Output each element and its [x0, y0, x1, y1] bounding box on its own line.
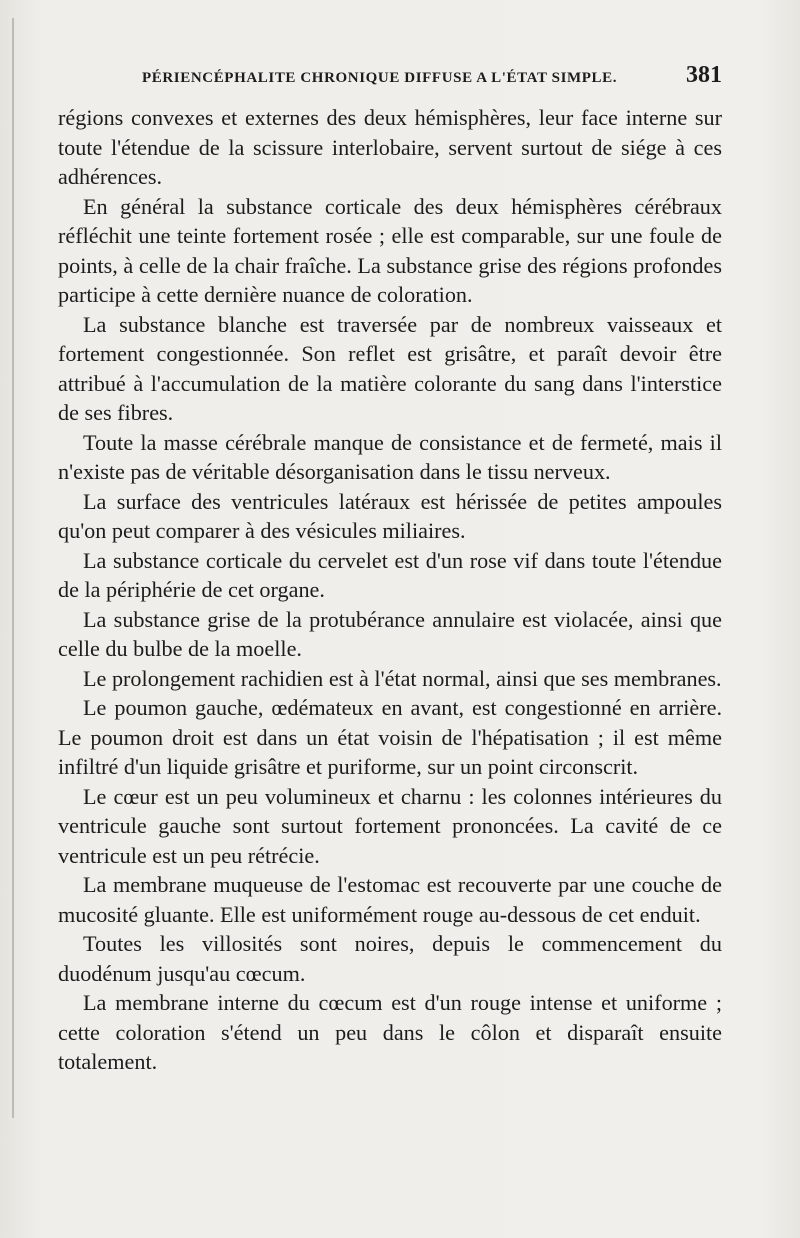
- paragraph: Le poumon gauche, œdémateux en avant, est congestionné en arrière. Le poumon droit est dans un état voisin de l'hépatisation ; il est même infiltré d'un liquide grisâtre et puriforme, sur un point circonscrit.: [58, 695, 722, 779]
- paragraph: régions convexes et externes des deux hémisphères, leur face interne sur toute l'étendue de la scissure interlobaire, servent surtout de siége à ces adhérences.: [58, 105, 722, 189]
- paragraph: Toutes les villosités sont noires, depuis le commencement du duodénum jusqu'au cœcum.: [58, 931, 722, 986]
- paragraph: La surface des ventricules latéraux est hérissée de petites ampoules qu'on peut comparer à des vésicules miliaires.: [58, 488, 722, 543]
- body-text: [58, 103, 722, 1077]
- scan-margin-line: [12, 18, 14, 1118]
- paragraph: La substance grise de la protubérance annulaire est violacée, ainsi que celle du bulbe de la moelle.: [58, 606, 722, 661]
- paragraph: Toute la masse cérébrale manque de consistance et de fermeté, mais il n'existe pas de véritable désorganisation dans le tissu nerveux.: [58, 429, 722, 484]
- running-title: PÉRIENCÉPHALITE CHRONIQUE DIFFUSE A L'ÉTAT SIMPLE.: [142, 70, 618, 86]
- page-header: [58, 62, 722, 98]
- paragraph: La membrane muqueuse de l'estomac est recouverte par une couche de mucosité gluante. Elle est uniformément rouge au-dessous de cet enduit.: [58, 872, 722, 927]
- paragraph: La substance blanche est traversée par de nombreux vaisseaux et fortement congestionnée. Son reflet est grisâtre, et paraît devoir être attribué à l'accumulation de la matière colorante du sang dans l'interstice de ses fibres.: [58, 311, 722, 425]
- paragraph: Le prolongement rachidien est à l'état normal, ainsi que ses membranes.: [83, 665, 722, 691]
- paragraph: Le cœur est un peu volumineux et charnu : les colonnes intérieures du ventricule gauche sont surtout fortement prononcées. La cavité de ce ventricule est un peu rétrécie.: [58, 783, 722, 868]
- paragraph: La membrane interne du cœcum est d'un rouge intense et uniforme ; cette coloration s'étend un peu dans le côlon et disparaît ensuite totalement.: [58, 990, 722, 1074]
- paragraph: La substance corticale du cervelet est d'un rose vif dans toute l'étendue de la périphérie de cet organe.: [58, 547, 722, 602]
- paragraph: En général la substance corticale des deux hémisphères cérébraux réfléchit une teinte fortement rosée ; elle est comparable, sur une foule de points, à celle de la chair fraîche. La substance grise des régions profondes participe à cette dernière nuance de coloration.: [58, 193, 722, 307]
- page-number: 381: [686, 62, 722, 88]
